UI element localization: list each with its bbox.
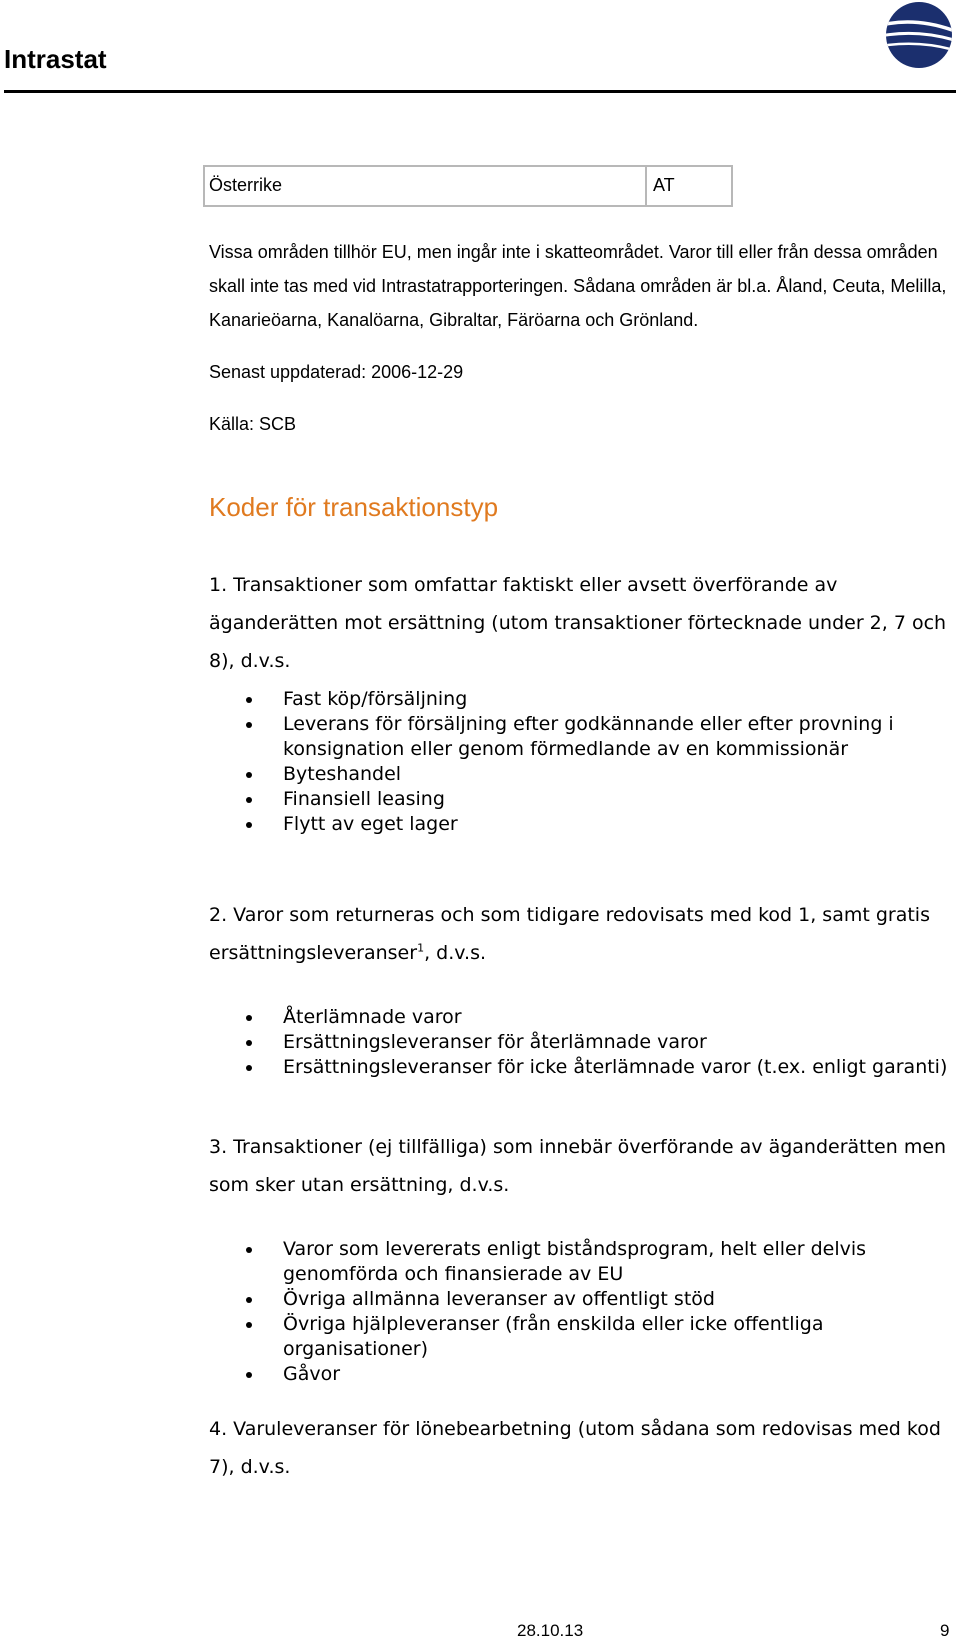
- logo-icon: [882, 0, 956, 70]
- list-item: Ersättningsleveranser för återlämnade varor: [209, 1030, 949, 1055]
- source-text: Källa: SCB: [209, 414, 297, 434]
- section-1-text: 1. Transaktioner som omfattar faktiskt eller avsett överförande av äganderätten mot ersättning (utom transaktioner förtecknade under 2, 7 och 8), d.v.s.: [209, 574, 947, 672]
- section-2-text-start: 2. Varor som returneras och som tidigare redovisats med kod 1, samt gratis ersättningsleveranser: [209, 904, 930, 964]
- list-item: Ersättningsleveranser för icke återlämnade varor (t.ex. enligt garanti): [209, 1055, 949, 1080]
- country-table: [203, 165, 733, 207]
- section-2-text: [209, 896, 949, 972]
- list-item: Byteshandel: [209, 762, 949, 787]
- section-heading: Koder för transaktionstyp: [209, 492, 499, 522]
- page-number: 9: [940, 1621, 950, 1640]
- list-item: Flytt av eget lager: [209, 812, 949, 837]
- country-code-cell: AT: [653, 175, 675, 195]
- section-1-list: [209, 687, 949, 837]
- last-updated-text: Senast uppdaterad: 2006-12-29: [209, 362, 464, 382]
- footnote-marker: 1: [417, 941, 425, 955]
- section-3-text: 3. Transaktioner (ej tillfälliga) som innebär överförande av äganderätten men som sker utan ersättning, d.v.s.: [209, 1136, 947, 1196]
- list-item: Övriga allmänna leveranser av offentligt stöd: [209, 1287, 949, 1312]
- section-2-text-end: , d.v.s.: [424, 942, 487, 964]
- list-item: Gåvor: [209, 1362, 949, 1387]
- header-divider: [4, 90, 956, 93]
- document-title: Intrastat: [4, 44, 107, 74]
- list-item: Fast köp/försäljning: [209, 687, 949, 712]
- section-4-text: 4. Varuleveranser för lönebearbetning (utom sådana som redovisas med kod 7), d.v.s.: [209, 1418, 941, 1478]
- section-2-list: [209, 1005, 949, 1080]
- list-item: Leverans för försäljning efter godkännande eller efter provning i konsignation eller genom förmedlande av en kommissionär: [209, 712, 949, 762]
- list-item: Återlämnade varor: [209, 1005, 949, 1030]
- intro-paragraph: Vissa områden tillhör EU, men ingår inte i skatteområdet. Varor till eller från dessa områden skall inte tas med vid Intrastatrapporteringen. Sådana områden är bl.a. Åland, Ceuta, Melilla, Kanarieöarna, Kanalöarna, Gibraltar, Färöarna och Grönland.: [209, 242, 947, 330]
- list-item: Varor som levererats enligt biståndsprogram, helt eller delvis genomförda och finansierade av EU: [209, 1237, 949, 1287]
- list-item: Finansiell leasing: [209, 787, 949, 812]
- section-3-list: [209, 1237, 949, 1387]
- footer-date: 28.10.13: [517, 1621, 584, 1640]
- country-name-cell: Österrike: [205, 167, 647, 205]
- list-item: Övriga hjälpleveranser (från enskilda eller icke offentliga organisationer): [209, 1312, 949, 1362]
